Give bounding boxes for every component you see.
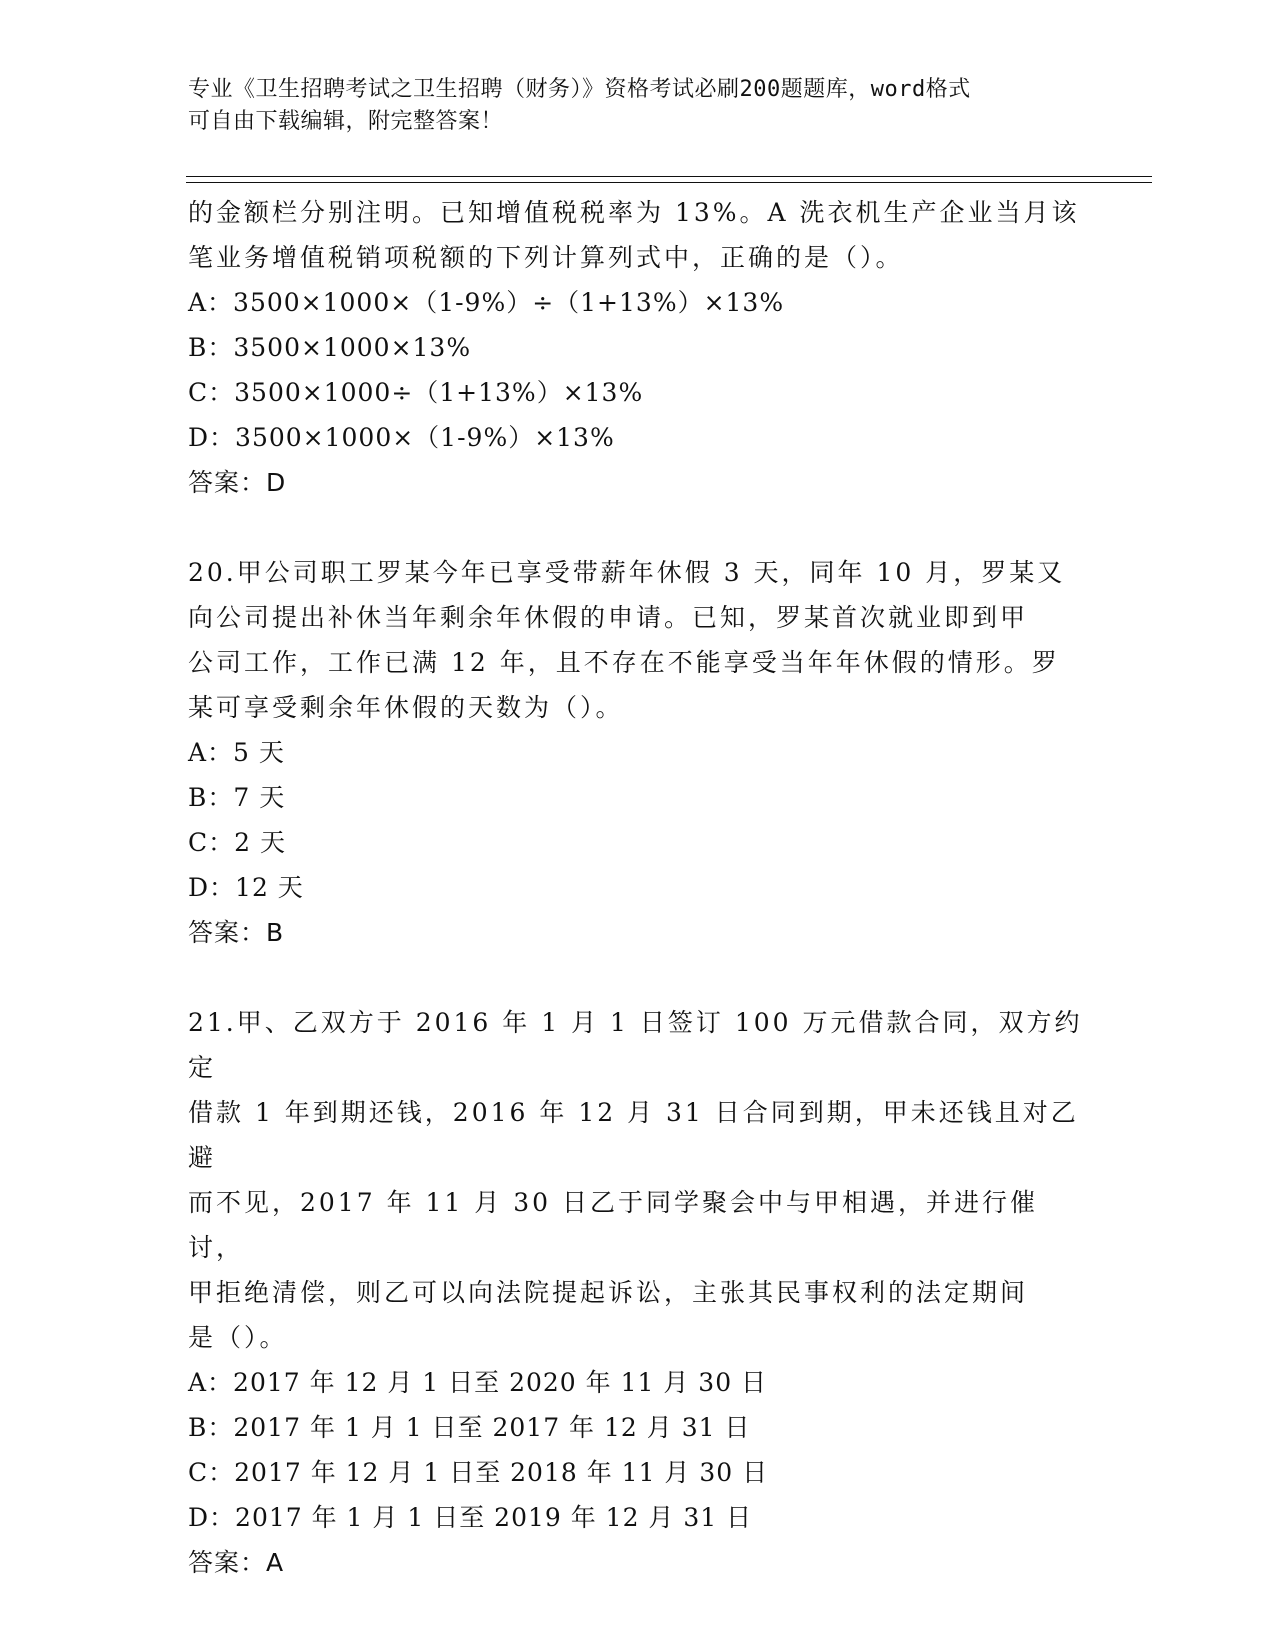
question-content [188,190,1088,1585]
option-c: C：2017 年 12 月 1 日至 2018 年 11 月 30 日 [188,1458,769,1487]
question-text-line: 而不见，2017 年 11 月 30 日乙于同学聚会中与甲相遇，并进行催讨， [188,1188,1038,1262]
question-text-line: 甲拒绝清偿，则乙可以向法院提起诉讼，主张其民事权利的法定期间 [188,1278,1029,1307]
answer: 答案：A [188,1548,285,1577]
question-21 [188,1000,1088,1585]
option-a: A：5 天 [188,738,285,767]
answer: 答案：B [188,918,285,947]
question-20 [188,550,1088,955]
question-text-line: 借款 1 年到期还钱，2016 年 12 月 31 日合同到期，甲未还钱且对乙避 [188,1098,1079,1172]
option-d: D：3500×1000×（1-9%）×13% [188,423,615,452]
option-d: D：2017 年 1 月 1 日至 2019 年 12 月 31 日 [188,1503,753,1532]
header-line-1: 专业《卫生招聘考试之卫生招聘（财务）》资格考试必刷200题题库，word格式 [188,77,971,102]
page-header [188,74,1068,138]
header-rule-top [186,176,1152,177]
option-c: C：3500×1000÷（1+13%）×13% [188,378,644,407]
question-19 [188,190,1088,505]
question-text-line: 的金额栏分别注明。已知增值税税率为 13%。A 洗衣机生产企业当月该 [188,198,1080,227]
option-a: A：3500×1000×（1-9%）÷（1+13%）×13% [188,288,785,317]
question-text-line: 笔业务增值税销项税额的下列计算列式中，正确的是（）。 [188,243,904,272]
option-b: B：2017 年 1 月 1 日至 2017 年 12 月 31 日 [188,1413,751,1442]
option-a: A：2017 年 12 月 1 日至 2020 年 11 月 30 日 [188,1368,768,1397]
header-rule-bottom [186,182,1152,183]
option-b: B：3500×1000×13% [188,333,472,362]
question-text-line: 向公司提出补休当年剩余年休假的申请。已知，罗某首次就业即到甲 [188,603,1029,632]
option-d: D：12 天 [188,873,304,902]
spacer [188,955,1088,1000]
answer: 答案：D [188,468,287,497]
option-b: B：7 天 [188,783,286,812]
question-text-line: 公司工作，工作已满 12 年，且不存在不能享受当年年休假的情形。罗 [188,648,1060,677]
option-c: C：2 天 [188,828,286,857]
header-line-2: 可自由下载编辑，附完整答案！ [188,109,504,134]
spacer [188,505,1088,550]
question-text-line: 20.甲公司职工罗某今年已享受带薪年休假 3 天，同年 10 月，罗某又 [188,558,1066,587]
question-text-line: 是（）。 [188,1323,288,1352]
question-text-line: 21.甲、乙双方于 2016 年 1 月 1 日签订 100 万元借款合同，双方约定 [188,1008,1083,1082]
question-text-line: 某可享受剩余年休假的天数为（）。 [188,693,624,722]
